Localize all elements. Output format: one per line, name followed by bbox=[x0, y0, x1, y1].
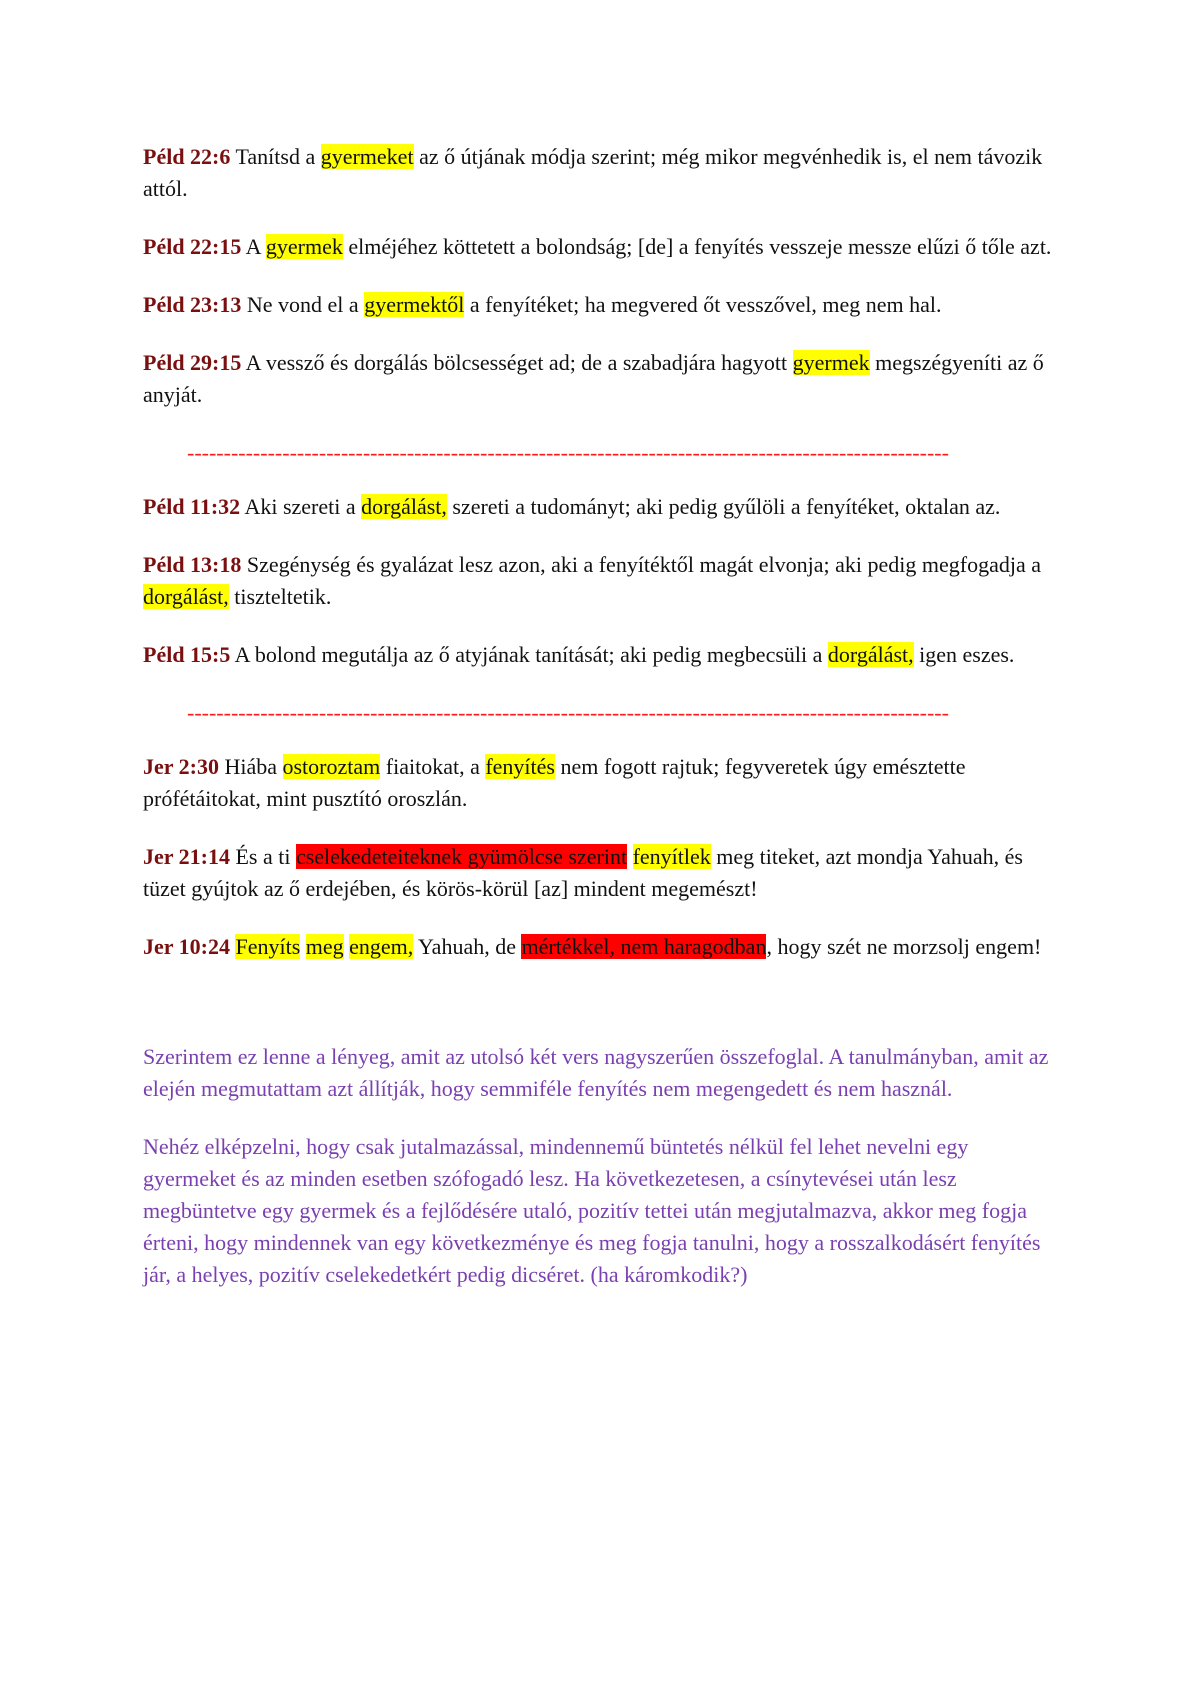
highlighted-phrase-red: mértékkel, nem haragodban bbox=[521, 934, 767, 959]
verse bbox=[143, 751, 1063, 815]
verse-text bbox=[300, 934, 306, 959]
verse-text: Tanítsd a bbox=[230, 144, 321, 169]
verse-group-1 bbox=[143, 141, 1063, 411]
verse bbox=[143, 231, 1063, 263]
highlighted-word: ostoroztam bbox=[282, 754, 381, 779]
verse-reference: Péld 22:15 bbox=[143, 234, 242, 259]
verse-reference: Jer 2:30 bbox=[143, 754, 219, 779]
verse-text: az ő útjának módja szerint; még mikor megvénhedik is, el nem távozik attól. bbox=[143, 144, 1043, 201]
verse-text: , hogy szét ne morzsolj engem! bbox=[766, 934, 1042, 959]
verse-reference: Péld 11:32 bbox=[143, 494, 241, 519]
highlighted-word: Fenyíts bbox=[235, 934, 301, 959]
verse-reference: Péld 29:15 bbox=[143, 350, 242, 375]
verse-text: a fenyítéket; ha megvered őt vesszővel, meg nem hal. bbox=[464, 292, 942, 317]
verse-reference: Péld 23:13 bbox=[143, 292, 242, 317]
highlighted-word: dorgálást, bbox=[361, 494, 447, 519]
highlighted-word: dorgálást, bbox=[143, 584, 229, 609]
highlighted-word: gyermek bbox=[265, 234, 343, 259]
comment-paragraph-2: Nehéz elképzelni, hogy csak jutalmazással, mindennemű büntetés nélkül fel lehet nevelni egy gyermeket és az minden esetben szófogadó lesz. Ha következetesen, a csínytevései után lesz megbüntetve egy gyermek és a fejlődésére utaló, pozitív tettei után megjutalmazva, akkor meg fogja érteni, hogy mindennek van egy következménye és meg fogja tanulni, hogy a rosszalkodásért fenyítés jár, a helyes, pozitív cselekedetkért pedig dicséret. (ha káromkodik?) bbox=[143, 1134, 1041, 1287]
verse bbox=[143, 347, 1063, 411]
highlighted-word: meg bbox=[305, 934, 344, 959]
verse-text: Yahuah, de bbox=[413, 934, 522, 959]
verse-text: A vessző és dorgálás bölcsességet ad; de a szabadjára hagyott bbox=[241, 350, 793, 375]
highlighted-word: fenyítés bbox=[485, 754, 555, 779]
highlighted-word: fenyítlek bbox=[632, 844, 711, 869]
verse bbox=[143, 491, 1063, 523]
verse bbox=[143, 549, 1063, 613]
verse-text: nem fogott rajtuk; fegyveretek úgy emésztette prófétáitokat, mint pusztító oroszlán. bbox=[143, 754, 966, 811]
verse-text: Szegénység és gyalázat lesz azon, aki a fenyítéktől magát elvonja; aki pedig megfogadja a bbox=[241, 552, 1042, 577]
verse-text: Ne vond el a bbox=[241, 292, 365, 317]
section-divider-1: -------------------------------------------------------------------------------------------------------- bbox=[187, 440, 949, 465]
verse-text: megszégyeníti az ő anyját. bbox=[143, 350, 1044, 407]
verse-reference: Péld 13:18 bbox=[143, 552, 242, 577]
verse-reference: Péld 15:5 bbox=[143, 642, 231, 667]
verse bbox=[143, 639, 1063, 671]
verse-group-2 bbox=[143, 491, 1063, 671]
highlighted-word: gyermektől bbox=[364, 292, 465, 317]
highlighted-phrase-red: cselekedeteiteknek gyümölcse szerint bbox=[295, 844, 628, 869]
verse-text bbox=[627, 844, 633, 869]
highlighted-word: gyermeket bbox=[320, 144, 414, 169]
highlighted-word: dorgálást, bbox=[827, 642, 914, 667]
verse-text: Aki szereti a bbox=[240, 494, 362, 519]
verse-text: meg titeket, azt mondja Yahuah, és tüzet gyújtok az ő erdejében, és körös-körül [az] mindent megemészt! bbox=[143, 844, 1023, 901]
verse-text: A bbox=[241, 234, 266, 259]
verse-text: A bolond megutálja az ő atyjának tanítását; aki pedig megbecsüli a bbox=[230, 642, 828, 667]
highlighted-word: gyermek bbox=[792, 350, 870, 375]
verse-reference: Jer 10:24 bbox=[143, 934, 230, 959]
highlighted-word: engem, bbox=[349, 934, 414, 959]
verse bbox=[143, 931, 1063, 963]
document-content bbox=[143, 141, 1063, 1317]
verse-reference: Jer 21:14 bbox=[143, 844, 230, 869]
verse-text: elméjéhez köttetett a bolondság; [de] a fenyítés vesszeje messze elűzi ő tőle azt. bbox=[342, 234, 1052, 259]
spacer bbox=[143, 989, 1063, 1041]
verse-text: szereti a tudományt; aki pedig gyűlöli a fenyítéket, oktalan az. bbox=[446, 494, 1001, 519]
verse bbox=[143, 141, 1063, 205]
verse-text: Hiába bbox=[218, 754, 283, 779]
comment-paragraph-1: Szerintem ez lenne a lényeg, amit az utolsó két vers nagyszerűen összefoglal. A tanulmányban, amit az elején megmutattam azt állítják, hogy semmiféle fenyítés nem megengedett és nem használ. bbox=[143, 1044, 1049, 1101]
verse-text: tiszteltetik. bbox=[228, 584, 332, 609]
verse-reference: Péld 22:6 bbox=[143, 144, 231, 169]
verse-text: igen eszes. bbox=[913, 642, 1015, 667]
verse-group-3 bbox=[143, 751, 1063, 963]
verse bbox=[143, 841, 1063, 905]
section-divider-2: -------------------------------------------------------------------------------------------------------- bbox=[187, 700, 949, 725]
verse-text: És a ti bbox=[229, 844, 296, 869]
verse bbox=[143, 289, 1063, 321]
verse-text: fiaitokat, a bbox=[380, 754, 486, 779]
